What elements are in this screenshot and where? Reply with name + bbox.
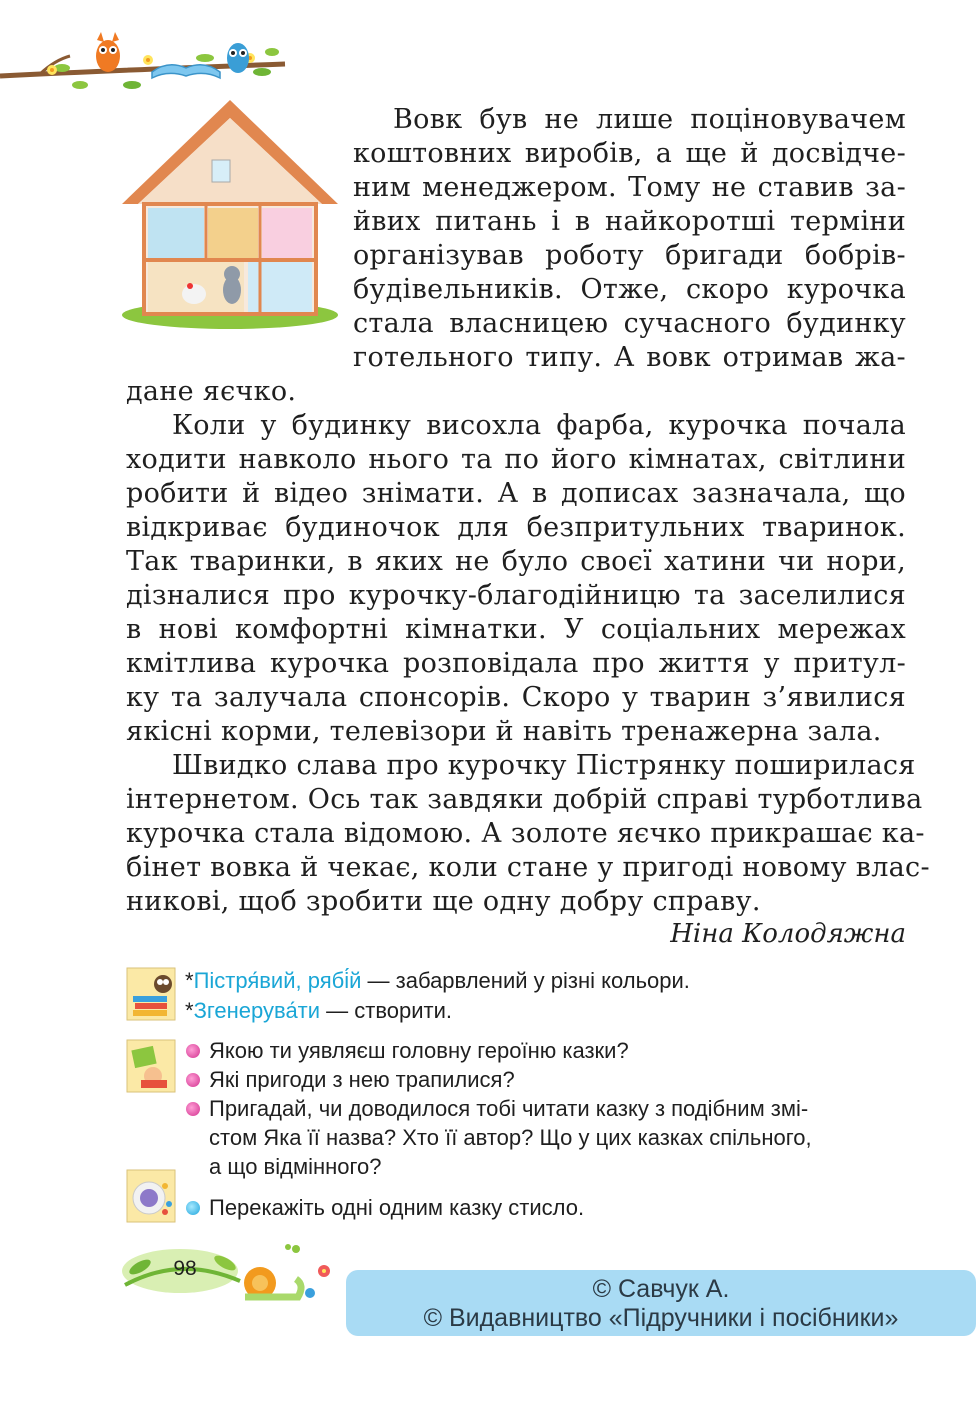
text-line: коштовних виробів, а ще й досвідче- (353, 138, 906, 169)
text-line: курочка стала відомою. А золоте яєчко прикрашає ка- (126, 818, 925, 849)
glossary-definition: — створити. (320, 998, 453, 1023)
glossary-definition: — забарвлений у різні кольори. (361, 968, 690, 993)
question-item: Які пригоди з нею трапилися? (209, 1067, 515, 1092)
text-line: Швидко слава про курочку Пістрянку поширилася (172, 750, 916, 781)
text-line: Коли у будинку висохла фарба, курочка почала (172, 410, 906, 441)
branch-with-owls-illustration (0, 30, 290, 110)
bullet-icon (186, 1201, 200, 1215)
reading-child-icon (125, 1038, 177, 1094)
text-line: якісні корми, телевізори й навіть тренажерна зала. (126, 716, 882, 747)
question-item-continued: стом Яка її назва? Хто її автор? Що у цих казках спільного, (209, 1125, 812, 1150)
text-line: дане яєчко. (126, 376, 297, 407)
glossary-term: Згенерува́ти (193, 998, 321, 1023)
copyright-banner (346, 1270, 976, 1336)
page-number: 98 (173, 1257, 197, 1280)
author-name: Ніна Колодяжна (670, 919, 906, 949)
copyright-author: © Савчук А. (592, 1275, 730, 1303)
bullet-icon (186, 1102, 200, 1116)
text-line: ним менеджером. Тому не ставив за- (353, 172, 906, 203)
text-line: йвих питань і в найкоротші терміни (353, 206, 906, 237)
text-line: організував роботу бригади бобрів- (353, 240, 906, 271)
glossary-term: Пістря́вий, рябі́й (193, 968, 362, 993)
text-line: бінет вовка й чекає, коли стане у пригоді новому влас- (126, 852, 930, 883)
text-line: будівельників. Отже, скоро курочка (353, 274, 906, 305)
task-text: Перекажіть одні одним казку стисло. (209, 1195, 585, 1220)
text-line: Так тваринки, в яких не було своєї хатини чи нори, (126, 546, 906, 577)
palette-icon (125, 1168, 177, 1224)
text-line: відкриває будиночок для безпритульних тваринок. (126, 512, 906, 543)
text-line: стала власницею сучасного будинку (353, 308, 906, 339)
text-line: в нові комфортні кімнатки. У соціальних мережах (126, 614, 906, 645)
glossary-star: * (185, 998, 194, 1023)
text-line: дізналися про курочку-благодійницю та заселилися (126, 580, 906, 611)
text-line: никові, щоб зробити ще одну добру справу. (126, 886, 761, 917)
question-item: Пригадай, чи доводилося тобі читати казку з подібним змі- (209, 1096, 809, 1121)
house-cutaway-illustration (120, 100, 340, 330)
text-line: кмітлива курочка розповідала про життя у притул- (126, 648, 906, 679)
bullet-icon (186, 1044, 200, 1058)
text-line: готельного типу. А вовк отримав жа- (353, 342, 906, 373)
question-item-continued: а що відмінного? (209, 1154, 382, 1179)
text-line: ку та залучала спонсорів. Скоро у тварин з’явилися (126, 682, 906, 713)
glossary-star: * (185, 968, 194, 993)
snail-flowers-decoration (120, 1235, 335, 1310)
text-line: ходити навколо нього та по його кімнатах, світлини (126, 444, 906, 475)
copyright-publisher: © Видавництво «Підручники і посібники» (423, 1304, 899, 1332)
glossary-item (185, 996, 452, 1025)
text-line: інтернетом. Ось так завдяки добрій справі турботлива (126, 784, 923, 815)
text-line: робити й відео знімати. А в дописах зазначала, що (126, 478, 906, 509)
text-line: Вовк був не лише поціновувачем (393, 104, 906, 135)
books-owl-icon (125, 966, 177, 1022)
question-item: Якою ти уявляєш головну героїню казки? (209, 1038, 629, 1063)
glossary-item (185, 966, 690, 995)
bullet-icon (186, 1073, 200, 1087)
